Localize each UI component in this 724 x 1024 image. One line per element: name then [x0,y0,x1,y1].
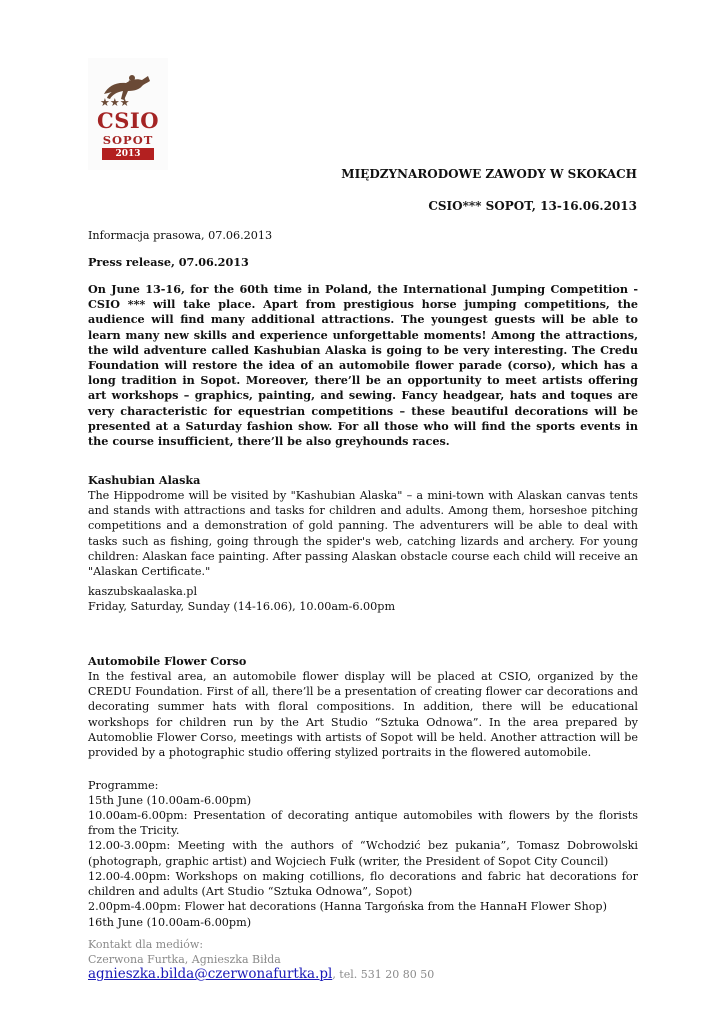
document-subtitle: CSIO*** SOPOT, 13-16.06.2013 [428,199,637,213]
programme-item: 2.00pm-4.00pm: Flower hat decorations (Hanna Targońska from the HannaH Flower Shop) [88,900,607,914]
logo-stars: ★★★ [100,96,130,109]
logo-year: 2013 [102,148,154,160]
press-info-pl: Informacja prasowa, 07.06.2013 [88,229,273,242]
programme-day-1: 15th June (10.00am-6.00pm) [88,794,252,807]
alaska-heading: Kashubian Alaska [88,473,201,487]
intro-paragraph: On June 13-16, for the 60th time in Poland, the International Jumping Competition - CSIO *** will take place. Apart from prestigious horse jumping competitions, the audience will find many additional attractions. The youngest guests will be able to learn many new skills and experience unforgettable moments! Among the attractions, the wild adventure called Kashubian Alaska is going to be very interesting. The Credu Foundation will restore the idea of an automobile flower parade (corso), which has a long tradition in Sopot. Moreover, there’ll be an opportunity to meet artists offering art workshops – graphics, painting, and sewing. Fancy headgear, hats and toques are very characteristic for equestrian competitions – these beautiful decorations will be presented at a Saturday fashion show. For all those who will find the sports events in the course insufficient, there’ll be also greyhounds races. [88,282,638,449]
contact-phone: , tel. 531 20 80 50 [332,968,435,981]
csio-logo [88,58,168,170]
programme-item: 12.00-3.00pm: Meeting with the authors of “Wchodzić bez pukania”, Tomasz Dobrowolski (photograph, graphic artist) and Wojciech Fułk (writer, the President of Sopot City Council) [88,839,638,868]
programme-label: Programme: [88,779,159,792]
alaska-body: The Hippodrome will be visited by "Kashubian Alaska" – a mini-town with Alaskan canvas tents and stands with attractions and tasks for children and adults. Among them, horseshoe pitching competitions and a demonstration of gold panning. The adventurers will be able to deal with tasks such as fishing, going through the spider's web, catching lizards and archery. For young children: Alaskan face painting. After passing Alaskan obstacle course each child will receive an "Alaskan Certificate." [88,489,638,579]
contact-names: Czerwona Furtka, Agnieszka Biłda [88,953,281,966]
contact-line [88,967,434,982]
programme-list [88,808,638,914]
logo-name: CSIO [97,108,159,133]
contact-label: Kontakt dla mediów: [88,938,204,951]
programme-day-2: 16th June (10.00am-6.00pm) [88,916,252,929]
document-title: MIĘDZYNARODOWE ZAWODY W SKOKACH [341,167,637,181]
programme-item: 12.00-4.00pm: Workshops on making cotillions, flo decorations and fabric hat decorations for children and adults (Art Studio “Sztuka Odnowa”, Sopot) [88,869,638,899]
media-contact [88,937,434,982]
alaska-website: kaszubskaalaska.pl [88,585,198,598]
corso-body: In the festival area, an automobile flower display will be placed at CSIO, organized by the CREDU Foundation. First of all, there’ll be a presentation of creating flower car decorations and decorating summer hats with floral compositions. In addition, there will be educational workshops for children run by the Art Studio “Sztuka Odnowa”. In the area prepared by Automoblie Flower Corso, meetings with artists of Sopot will be held. Another attraction will be provided by a photographic studio offering stylized portraits in the flowered automobile. [88,670,638,760]
alaska-hours: Friday, Saturday, Sunday (14-16.06), 10.00am-6.00pm [88,600,396,613]
programme-item: 10.00am-6.00pm: Presentation of decorating antique automobiles with flowers by the florists from the Tricity. [88,809,638,838]
press-release-date: Press release, 07.06.2013 [88,255,249,269]
logo-city: SOPOT [102,133,154,147]
corso-heading: Automobile Flower Corso [88,654,247,668]
contact-email-link[interactable]: agnieszka.bilda@czerwonafurtka.pl [88,966,333,982]
